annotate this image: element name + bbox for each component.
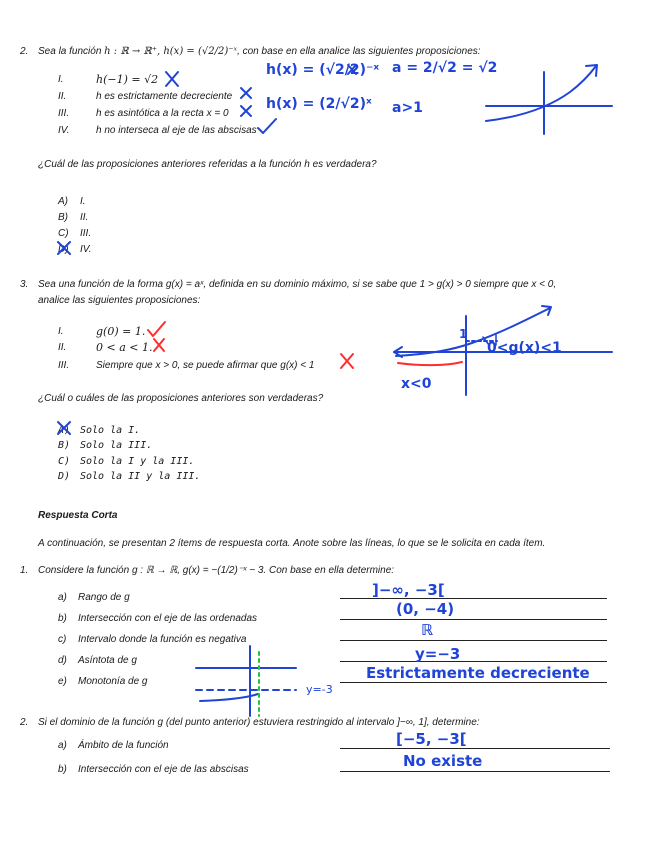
sq1-item-d: Asíntota de g (78, 655, 137, 666)
q3-option-b[interactable]: Solo la III. (80, 440, 153, 451)
sq1-item-b-letter: b) (58, 613, 67, 624)
q2-note-h2: h(x) = (2/√2)ˣ (266, 96, 372, 112)
q3-prop-3-num: III. (58, 360, 70, 371)
q3-option-d[interactable]: Solo la II y la III. (80, 471, 201, 482)
sq2-item-a-letter: a) (58, 740, 67, 751)
sq2-stem: Si el dominio de la función g (del punto anterior) estuviera restringido al intervalo ]−∞, 1], determine: (38, 717, 480, 728)
sq1-item-d-letter: d) (58, 655, 67, 666)
q2-option-b[interactable]: II. (80, 212, 89, 223)
sq2-number: 2. (20, 717, 29, 728)
q2-option-a-letter[interactable]: A) (58, 196, 68, 207)
sq2-item-a: Ámbito de la función (78, 740, 169, 751)
sq1-number: 1. (20, 565, 29, 576)
q3-option-a-cross-mark (58, 422, 70, 434)
q3-note-one: 1 (459, 327, 468, 341)
q3-option-a-letter[interactable]: A) (58, 425, 71, 436)
q2-question: ¿Cuál de las proposiciones anteriores referidas a la función h es verdadera? (38, 159, 377, 170)
sq2-answer-a: [−5, −3[ (396, 730, 467, 748)
q3-stem-a: Sea una función de la forma g(x) = aˣ, definida en su dominio máximo, si se sabe que 1 > g(x) > 0 siempre que x < 0, (38, 279, 557, 290)
sq1-answer-c: ℝ (421, 621, 434, 639)
sq2-item-b: Intersección con el eje de las abscisas (78, 764, 249, 775)
q2-prop-4-check-mark (258, 119, 276, 133)
q2-prop-1-num: I. (58, 74, 64, 85)
q3-prop-1: g(0) = 1. (96, 325, 146, 338)
sq2-item-b-letter: b) (58, 764, 67, 775)
q2-option-a[interactable]: I. (80, 196, 86, 207)
short-intro: A continuación, se presentan 2 ítems de respuesta corta. Anote sobre las líneas, lo que se le solicita en cada ítem. (38, 538, 546, 549)
sq1-item-e: Monotonía de g (78, 676, 148, 687)
q3-prop-2-cross-mark (154, 339, 164, 351)
q2-note-a: a = 2/√2 = √2 (392, 60, 498, 76)
q3-prop-2-num: II. (58, 342, 67, 353)
q3-prop-3: Siempre que x > 0, se puede afirmar que g(x) < 1 (96, 360, 315, 371)
q2-option-d-cross-mark (58, 242, 70, 254)
q3-question: ¿Cuál o cuáles de las proposiciones anteriores son verdaderas? (38, 393, 324, 404)
sq1-answer-b: (0, −4) (396, 600, 455, 618)
sq1-answer-a: ]−∞, −3[ (372, 581, 445, 599)
q3-option-c[interactable]: Solo la I y la III. (80, 456, 195, 467)
q2-number: 2. (20, 46, 29, 57)
q3-graph-curve (396, 308, 550, 356)
q3-note-xneg: x<0 (401, 376, 432, 392)
sq1-item-c: Intervalo donde la función es negativa (78, 634, 247, 645)
q3-option-b-letter[interactable]: B) (58, 440, 71, 451)
q2-prop-1-cross-mark (166, 72, 178, 86)
q2-prop-3-num: III. (58, 108, 70, 119)
q3-prop-2: 0 < a < 1. (96, 341, 153, 354)
q3-option-a[interactable]: Solo la I. (80, 425, 141, 436)
q2-stem: Sea la función h : ℝ → ℝ⁺, h(x) = (√2/2)⁻ˣ, con base en ella analice las siguientes proposiciones: (38, 46, 481, 57)
q2-option-c-letter[interactable]: C) (58, 228, 69, 239)
sq1-answer-d: y=−3 (415, 645, 461, 663)
q2-note-cross-1 (348, 65, 356, 74)
q2-prop-1: h(−1) = √2 (96, 73, 159, 86)
q2-option-d-letter[interactable]: D) (58, 244, 69, 255)
q2-prop-4-num: IV. (58, 125, 70, 136)
short-heading: Respuesta Corta (38, 510, 118, 521)
q2-option-b-letter[interactable]: B) (58, 212, 68, 223)
q3-prop-1-check-mark (148, 322, 165, 336)
sq2-answer-b: No existe (403, 752, 483, 770)
q2-prop-4: h no interseca al eje de las abscisas (96, 125, 257, 136)
q3-prop-3-cross-mark (341, 354, 353, 368)
q2-prop-2: h es estrictamente decreciente (96, 91, 233, 102)
q3-option-d-letter[interactable]: D) (58, 471, 71, 482)
q2-prop-3: h es asintótica a la recta x = 0 (96, 108, 229, 119)
sq1-item-a: Rango de g (78, 592, 130, 603)
q3-prop-1-num: I. (58, 326, 64, 337)
sq1-item-b: Intersección con el eje de las ordenadas (78, 613, 258, 624)
q2-prop-2-num: II. (58, 91, 67, 102)
sq1-item-c-letter: c) (58, 634, 67, 645)
sq1-item-e-letter: e) (58, 676, 67, 687)
q3-option-c-letter[interactable]: C) (58, 456, 71, 467)
q2-note-h1: h(x) = (√2/2)⁻ˣ (266, 62, 380, 78)
q3-number: 3. (20, 279, 29, 290)
q2-note-agt: a>1 (392, 100, 423, 116)
q2-option-d[interactable]: IV. (80, 244, 92, 255)
q3-note-range: 0<g(x)<1 (487, 340, 562, 356)
sq1-stem: Considere la función g : ℝ → ℝ, g(x) = −(1/2)⁻ˣ − 3. Con base en ella determine: (38, 565, 395, 576)
q2-prop-2-cross-mark (241, 88, 251, 98)
sq1-item-a-letter: a) (58, 592, 67, 603)
sq1-answer-e: Estrictamente decreciente (366, 664, 590, 682)
sq1-graph-label: y=-3 (306, 683, 333, 696)
q3-graph-brace (398, 362, 462, 365)
q2-prop-3-cross-mark (241, 106, 251, 116)
q2-graph-curve (486, 66, 596, 121)
q3-stem-b: analice las siguientes proposiciones: (38, 295, 201, 306)
q2-option-c[interactable]: III. (80, 228, 92, 239)
